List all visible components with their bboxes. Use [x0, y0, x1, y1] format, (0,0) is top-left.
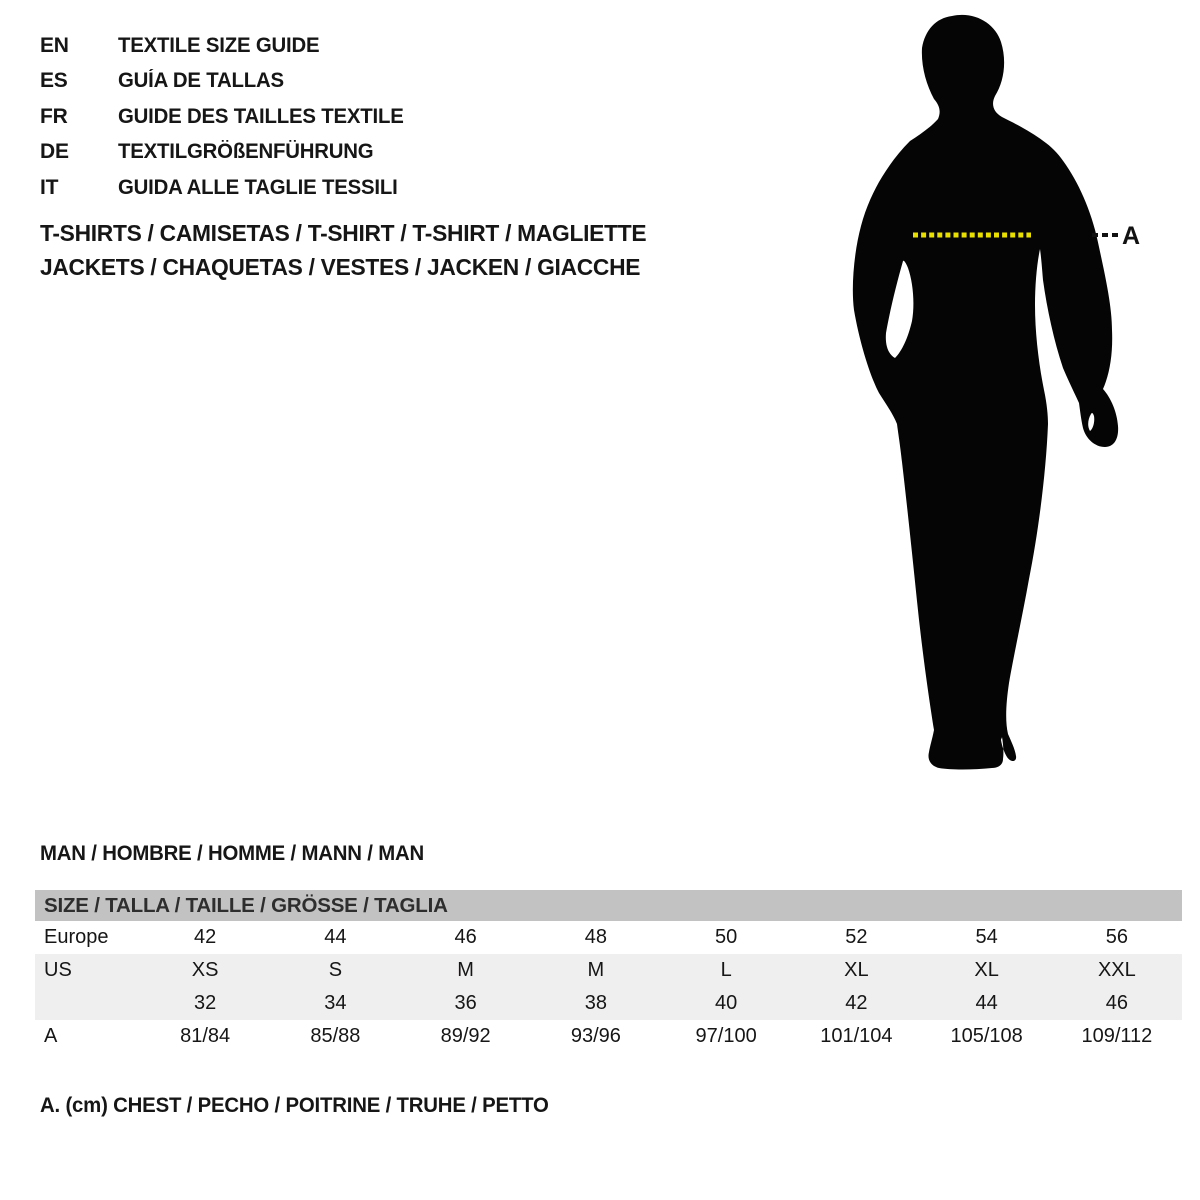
size-value-cell: 36: [454, 992, 477, 1014]
lang-label-en: TEXTILE SIZE GUIDE: [118, 33, 320, 57]
size-table-row-europe: [35, 921, 1182, 954]
size-value-cell: M: [457, 959, 474, 981]
language-guide: [40, 28, 412, 206]
size-value-cell: 89/92: [440, 1025, 491, 1047]
size-value-cell: 101/104: [820, 1025, 893, 1047]
lang-code-de: DE: [40, 140, 69, 164]
size-value-cell: 81/84: [180, 1025, 231, 1047]
size-table: [35, 890, 1182, 1053]
size-value-cell: 46: [454, 926, 477, 948]
size-table-row-a: [35, 1020, 1182, 1053]
size-value-cell: 32: [194, 992, 217, 1014]
product-line-tshirts: T-SHIRTS / CAMISETAS / T-SHIRT / T-SHIRT / MAGLIETTE: [40, 220, 647, 246]
size-value-cell: 44: [324, 926, 347, 948]
lang-label-de: TEXTILGRÖßENFÜHRUNG: [118, 140, 374, 164]
lang-code-fr: FR: [40, 104, 68, 128]
measurement-footnote: A. (cm) CHEST / PECHO / POITRINE / TRUHE / PETTO: [40, 1094, 549, 1117]
size-value-cell: 56: [1105, 926, 1128, 948]
size-value-cell: XL: [844, 959, 869, 981]
lang-row-de: [40, 135, 412, 171]
lang-label-fr: GUIDE DES TAILLES TEXTILE: [118, 104, 404, 128]
section-title-man: MAN / HOMBRE / HOMME / MANN / MAN: [40, 842, 425, 865]
lang-code-en: EN: [40, 33, 69, 57]
lang-row-it: [40, 170, 412, 206]
lang-code-it: IT: [40, 175, 59, 199]
size-value-cell: L: [720, 959, 732, 981]
size-value-cell: 97/100: [695, 1025, 757, 1047]
lang-row-en: [40, 28, 412, 64]
size-value-cell: 46: [1105, 992, 1128, 1014]
size-value-cell: 34: [324, 992, 347, 1014]
size-value-cell: S: [328, 959, 343, 981]
man-silhouette-shape: [853, 15, 1118, 770]
size-value-cell: 44: [975, 992, 998, 1014]
product-line-jackets: JACKETS / CHAQUETAS / VESTES / JACKEN / GIACCHE: [40, 254, 641, 280]
size-value-cell: 52: [845, 926, 868, 948]
product-types: [40, 216, 665, 284]
size-value-cell: 85/88: [310, 1025, 361, 1047]
lang-row-fr: [40, 99, 412, 135]
lang-code-es: ES: [40, 69, 68, 93]
size-value-cell: XXL: [1097, 959, 1136, 981]
size-value-cell: 105/108: [950, 1025, 1023, 1047]
size-value-cell: 93/96: [570, 1025, 621, 1047]
size-value-cell: XL: [974, 959, 999, 981]
size-value-cell: 42: [845, 992, 868, 1014]
size-table-body: [35, 921, 1182, 1053]
lang-label-it: GUIDA ALLE TAGLIE TESSILI: [118, 175, 398, 199]
row-label: US: [44, 959, 72, 981]
row-label: Europe: [44, 926, 109, 948]
measure-label-a: A: [1122, 222, 1140, 250]
size-value-cell: 50: [715, 926, 738, 948]
lang-row-es: [40, 64, 412, 100]
size-value-cell: M: [587, 959, 605, 981]
size-value-cell: 38: [584, 992, 607, 1014]
size-value-cell: 48: [584, 926, 607, 948]
row-label: A: [44, 1025, 58, 1047]
size-table-row-us-numeric: [35, 987, 1182, 1020]
size-value-cell: 40: [715, 992, 738, 1014]
size-table-header: SIZE / TALLA / TAILLE / GRÖSSE / TAGLIA: [35, 890, 1182, 921]
man-silhouette-figure: [850, 0, 1140, 790]
man-silhouette-svg: [850, 0, 1140, 790]
size-value-cell: 54: [975, 926, 998, 948]
size-value-cell: 42: [194, 926, 217, 948]
size-value-cell: XS: [191, 959, 219, 981]
lang-label-es: GUÍA DE TALLAS: [118, 69, 284, 93]
size-value-cell: 109/112: [1081, 1025, 1153, 1047]
size-table-row-us: [35, 954, 1182, 987]
